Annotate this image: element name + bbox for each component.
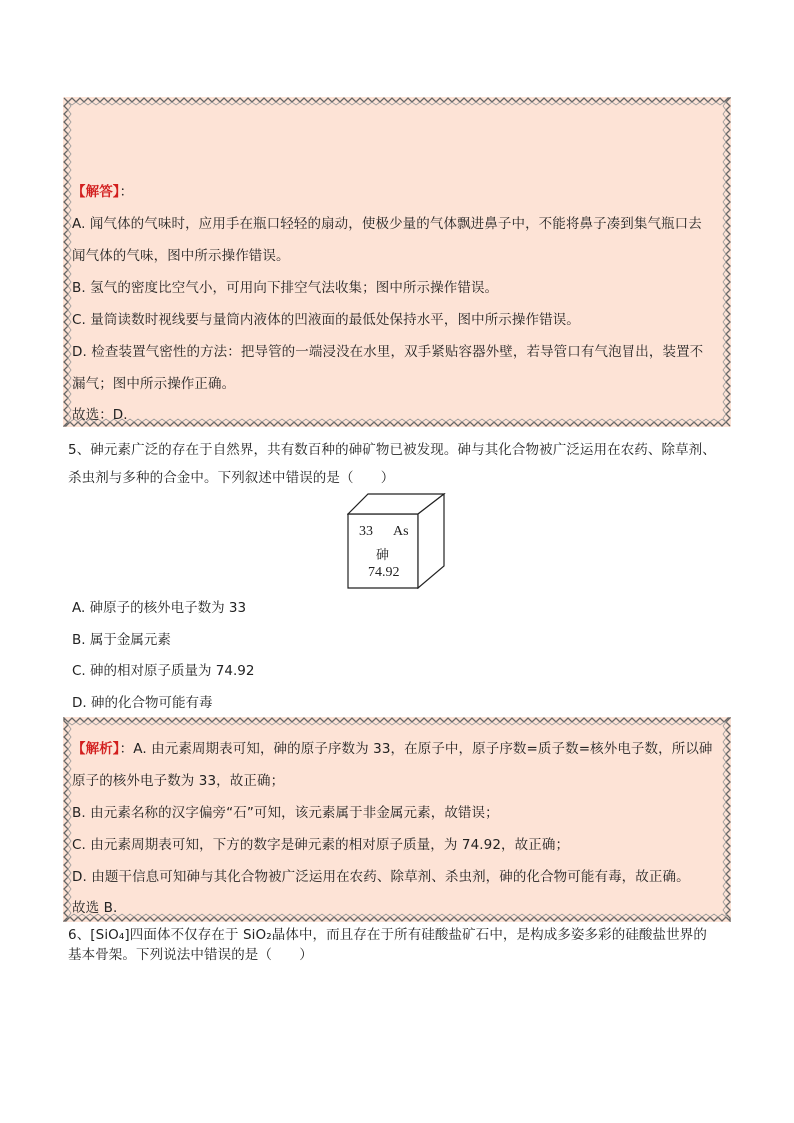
- question-5-line: 5、砷元素广泛的存在于自然界，共有数百种的砷矿物已被发现。砷与其化合物被广泛运用在农药、除草剂、: [68, 442, 716, 458]
- question-5-line: 杀虫剂与多种的合金中。下列叙述中错误的是（ ）: [68, 470, 395, 486]
- answer-line: A. 闻气体的气味时，应用手在瓶口轻轻的扇动，使极少量的气体飘进鼻子中，不能将鼻子凑到集气瓶口去: [72, 216, 702, 232]
- analysis-line: 故选 B.: [72, 900, 118, 916]
- option-d: D. 砷的化合物可能有毒: [72, 695, 213, 711]
- atomic-number: 33: [359, 524, 373, 539]
- option-b: B. 属于金属元素: [72, 632, 171, 648]
- answer-label-line: 【解答】：: [72, 184, 134, 200]
- answer-line: 故选：D.: [72, 407, 128, 423]
- analysis-line: D. 由题干信息可知砷与其化合物被广泛运用在农药、除草剂、杀虫剂，砷的化合物可能有毒，故正确。: [72, 869, 690, 885]
- analysis-line: B. 由元素名称的汉字偏旁“石”可知，该元素属于非金属元素，故错误；: [72, 805, 499, 821]
- question-6-line: 6、[SiO₄]四面体不仅存在于 SiO₂晶体中，而且存在于所有硅酸盐矿石中，是构成多姿多彩的硅酸盐世界的: [68, 927, 707, 943]
- atomic-mass: 74.92: [368, 565, 400, 580]
- element-symbol: As: [393, 524, 409, 539]
- option-c: C. 砷的相对原子质量为 74.92: [72, 663, 255, 679]
- element-cell-as: [347, 493, 447, 593]
- analysis-line: C. 由元素周期表可知，下方的数字是砷元素的相对原子质量，为 74.92，故正确；: [72, 837, 570, 853]
- option-a: A. 砷原子的核外电子数为 33: [72, 600, 247, 616]
- answer-line: 闻气体的气味，图中所示操作错误。: [72, 248, 290, 264]
- answer-line: C. 量筒读数时视线要与量筒内液体的凹液面的最低处保持水平，图中所示操作错误。: [72, 312, 580, 328]
- question-6-line: 基本骨架。下列说法中错误的是（ ）: [68, 947, 313, 963]
- answer-line: B. 氢气的密度比空气小，可用向下排空气法收集；图中所示操作错误。: [72, 280, 499, 296]
- answer-line: 漏气；图中所示操作正确。: [72, 376, 236, 392]
- element-name: 砷: [376, 548, 390, 563]
- analysis-line: 原子的核外电子数为 33，故正确；: [72, 773, 285, 789]
- analysis-label: 【解析】: [72, 741, 120, 757]
- answer-line: D. 检查装置气密性的方法：把导管的一端浸没在水里，双手紧贴容器外壁，若导管口有气泡冒出，装置不: [72, 344, 704, 360]
- analysis-first-line: 【解析】：A. 由元素周期表可知，砷的原子序数为 33，在原子中，原子序数=质子数=核外电子数，所以砷: [72, 741, 713, 757]
- answer-label: 【解答】: [72, 184, 120, 200]
